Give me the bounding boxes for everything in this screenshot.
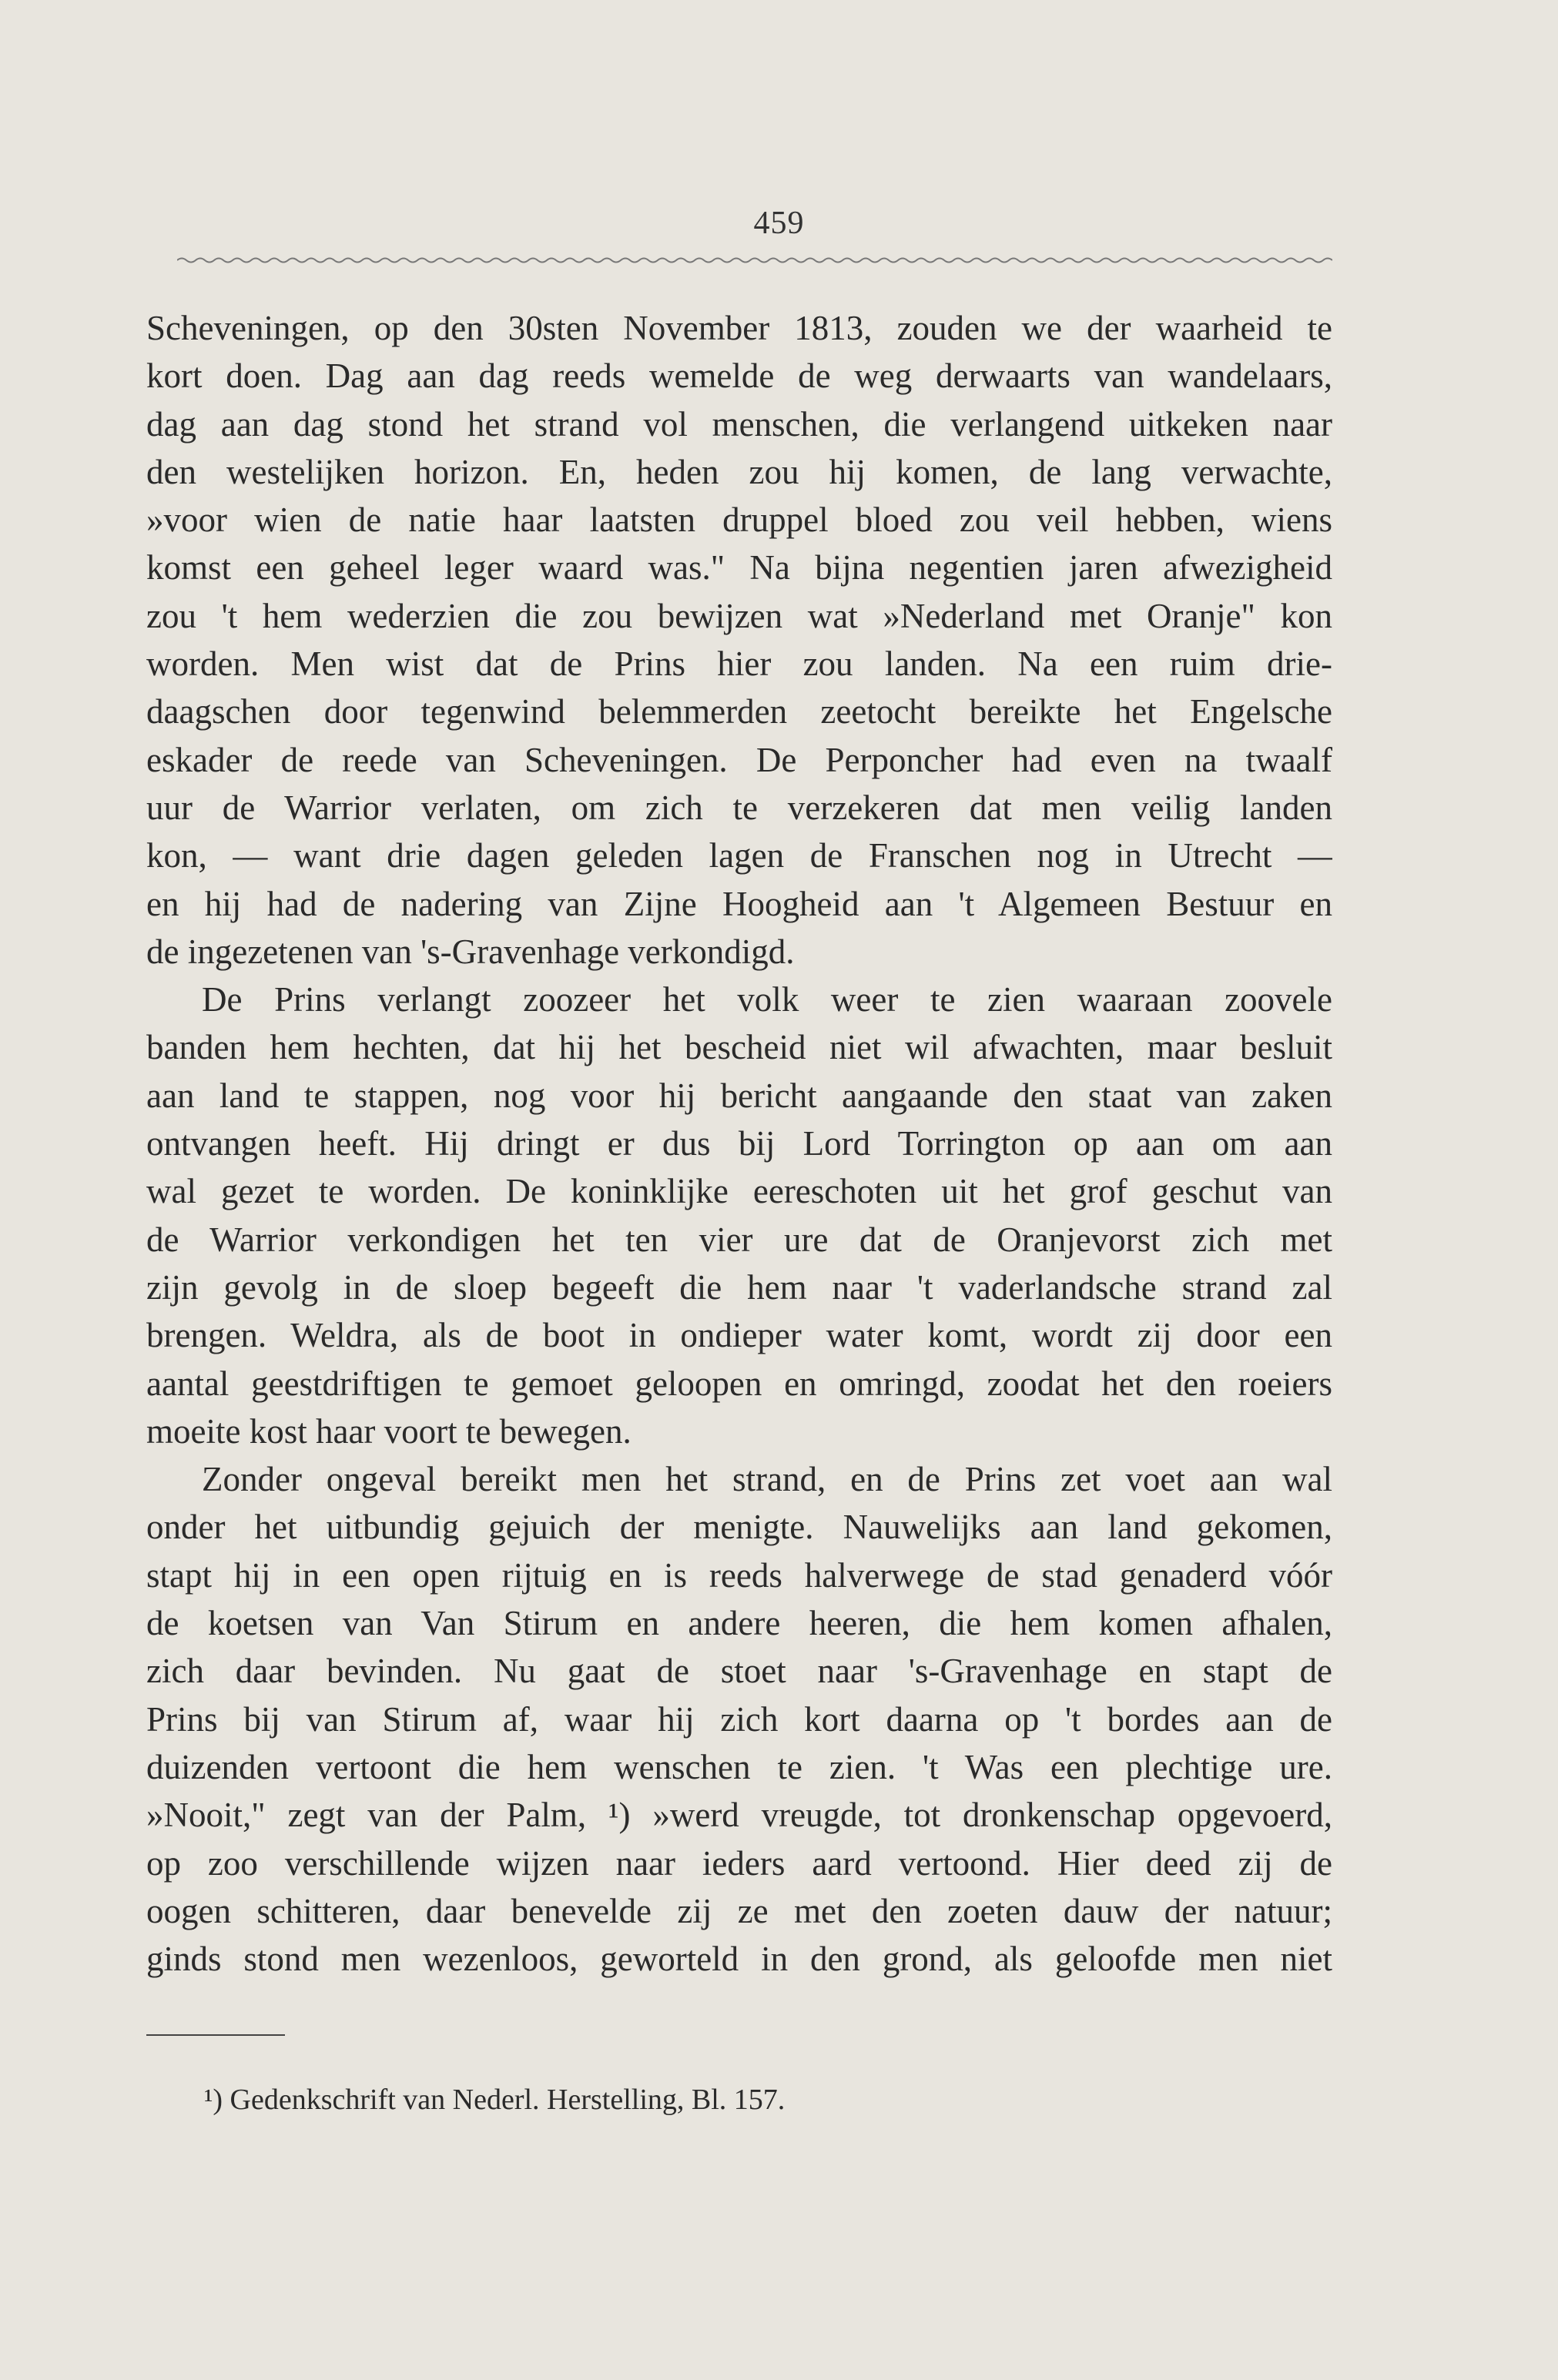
text-line: kon, — want drie dagen geleden lagen de Franschen nog in Utrecht — <box>146 836 1332 875</box>
text-line: de Warrior verkondigen het ten vier ure dat de Oranjevorst zich met <box>146 1220 1332 1259</box>
text-line: Prins bij van Stirum af, waar hij zich kort daarna op 't bordes aan de <box>146 1699 1332 1739</box>
text-line: ontvangen heeft. Hij dringt er dus bij Lord Torrington op aan om aan <box>146 1124 1332 1163</box>
page-number: 459 <box>753 206 805 241</box>
text-line: wal gezet te worden. De koninklijke eereschoten uit het grof geschut van <box>146 1172 1332 1211</box>
text-line: en hij had de nadering van Zijne Hoogheid aan 't Algemeen Bestuur en <box>146 884 1332 923</box>
text-line: aan land te stappen, nog voor hij bericht aangaande den staat van zaken <box>146 1076 1332 1115</box>
text-line: Zonder ongeval bereikt men het strand, en de Prins zet voet aan wal <box>202 1460 1332 1499</box>
text-line: ginds stond men wezenloos, geworteld in den grond, als geloofde men niet <box>146 1940 1332 1979</box>
text-line: moeite kost haar voort te bewegen. <box>146 1411 632 1451</box>
paragraph-3 <box>146 1455 1332 1983</box>
text-line: de ingezetenen van 's-Gravenhage verkondigd. <box>146 932 795 971</box>
footnote: ¹) Gedenkschrift van Nederl. Herstelling, Bl. 157. <box>204 2084 786 2116</box>
text-line: onder het uitbundig gejuich der menigte. Nauwelijks aan land gekomen, <box>146 1508 1332 1547</box>
paragraph-2 <box>146 976 1332 1455</box>
text-line: worden. Men wist dat de Prins hier zou landen. Na een ruim drie- <box>146 644 1332 684</box>
text-line: Scheveningen, op den 30sten November 1813, zouden we der waarheid te <box>146 309 1332 347</box>
text-line: duizenden vertoont die hem wenschen te zien. 't Was een plechtige ure. <box>146 1747 1332 1786</box>
text-line: zijn gevolg in de sloep begeeft die hem naar 't vaderlandsche strand zal <box>146 1267 1332 1307</box>
text-line: aantal geestdriftigen te gemoet geloopen en omringd, zoodat het den roeiers <box>146 1364 1332 1403</box>
paragraph-1 <box>146 304 1332 976</box>
text-line: banden hem hechten, dat hij het bescheid niet wil afwachten, maar besluit <box>146 1028 1332 1067</box>
text-line: oogen schitteren, daar benevelde zij ze met den zoeten dauw der natuur; <box>146 1891 1332 1930</box>
text-line: »voor wien de natie haar laatsten druppel bloed zou veil hebben, wiens <box>146 500 1332 540</box>
wavy-header-rule <box>177 256 1332 265</box>
text-line: De Prins verlangt zoozeer het volk weer te zien waaraan zoovele <box>202 980 1332 1019</box>
text-line: daagschen door tegenwind belemmerden zeetocht bereikte het Engelsche <box>146 692 1332 731</box>
text-line: zou 't hem wederzien die zou bewijzen wat »Nederland met Oranje" kon <box>146 596 1332 635</box>
text-line: zich daar bevinden. Nu gaat de stoet naar 's-Gravenhage en stapt de <box>146 1652 1332 1691</box>
text-line: dag aan dag stond het strand vol menschen, die verlangend uitkeken naar <box>146 404 1332 444</box>
text-line: eskader de reede van Scheveningen. De Perponcher had even na twaalf <box>146 740 1332 779</box>
text-line: op zoo verschillende wijzen naar ieders aard vertoond. Hier deed zij de <box>146 1843 1332 1883</box>
footnote-rule <box>146 2034 285 2036</box>
text-line: brengen. Weldra, als de boot in ondieper water komt, wordt zij door een <box>146 1316 1332 1355</box>
text-line: de koetsen van Van Stirum en andere heeren, die hem komen afhalen, <box>146 1604 1332 1643</box>
text-line: kort doen. Dag aan dag reeds wemelde de weg derwaarts van wandelaars, <box>146 356 1332 396</box>
text-line: den westelijken horizon. En, heden zou hij komen, de lang verwachte, <box>146 452 1332 491</box>
text-line: stapt hij in een open rijtuig en is reeds halverwege de stad genaderd vóór <box>146 1555 1332 1595</box>
text-line: komst een geheel leger waard was." Na bijna negentien jaren afwezigheid <box>146 548 1332 587</box>
wavy-line <box>177 259 1332 263</box>
body-text <box>146 304 1332 1983</box>
text-line: »Nooit," zegt van der Palm, ¹) »werd vreugde, tot dronkenschap opgevoerd, <box>146 1796 1332 1835</box>
text-line: uur de Warrior verlaten, om zich te verzekeren dat men veilig landen <box>146 788 1332 827</box>
